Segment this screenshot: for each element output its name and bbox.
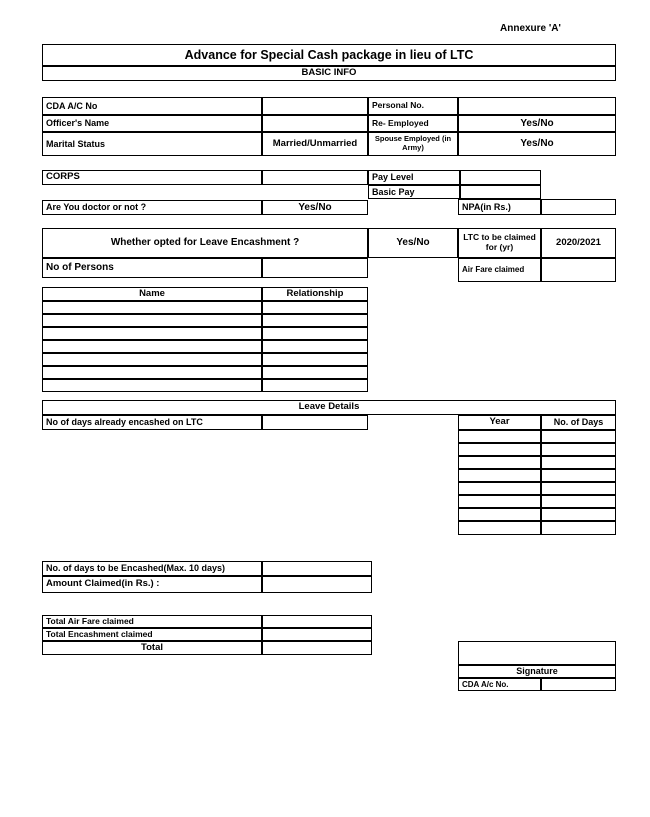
- year-cell[interactable]: [458, 508, 541, 521]
- npa-label: NPA(in Rs.): [458, 199, 541, 215]
- officer-name-label: Officer's Name: [42, 115, 262, 132]
- relationship-cell[interactable]: [262, 327, 368, 340]
- form-subtitle: BASIC INFO: [42, 66, 616, 81]
- signature-cda-ac-label: CDA A/c No.: [458, 678, 541, 691]
- leave-encashment-answer[interactable]: Yes/No: [368, 228, 458, 258]
- year-cell[interactable]: [458, 456, 541, 469]
- basic-pay-value-cell[interactable]: [460, 185, 541, 199]
- relationship-cell[interactable]: [262, 301, 368, 314]
- total-encashment-value-cell[interactable]: [262, 628, 372, 641]
- total-air-fare-label: Total Air Fare claimed: [42, 615, 262, 628]
- cda-ac-no-value-cell[interactable]: [262, 97, 368, 115]
- annexure-label: Annexure 'A': [500, 23, 561, 34]
- relationship-column-header: Relationship: [262, 287, 368, 301]
- leave-details-title: Leave Details: [42, 400, 616, 415]
- officer-name-value-cell[interactable]: [262, 115, 368, 132]
- doctor-question-label: Are You doctor or not ?: [42, 200, 262, 215]
- total-air-fare-value-cell[interactable]: [262, 615, 372, 628]
- year-cell[interactable]: [458, 482, 541, 495]
- air-fare-claimed-value-cell[interactable]: [541, 258, 616, 282]
- personal-no-value-cell[interactable]: [458, 97, 616, 115]
- name-column-header: Name: [42, 287, 262, 301]
- year-cell[interactable]: [458, 495, 541, 508]
- relationship-cell[interactable]: [262, 340, 368, 353]
- cda-ac-no-label: CDA A/C No: [42, 97, 262, 115]
- marital-status-label: Marital Status: [42, 132, 262, 156]
- ltc-year-value[interactable]: 2020/2021: [541, 228, 616, 258]
- name-cell[interactable]: [42, 314, 262, 327]
- year-column-header: Year: [458, 415, 541, 430]
- year-cell[interactable]: [458, 430, 541, 443]
- corps-label: CORPS: [42, 170, 262, 185]
- pay-level-label: Pay Level: [368, 170, 460, 185]
- ltc-year-label: LTC to be claimed for (yr): [458, 228, 541, 258]
- no-of-persons-label: No of Persons: [42, 258, 262, 278]
- relationship-cell[interactable]: [262, 379, 368, 392]
- name-cell[interactable]: [42, 301, 262, 314]
- amount-claimed-value-cell[interactable]: [262, 576, 372, 593]
- name-cell[interactable]: [42, 340, 262, 353]
- signature-cda-ac-value-cell[interactable]: [541, 678, 616, 691]
- re-employed-label: Re- Employed: [368, 115, 458, 132]
- days-cell[interactable]: [541, 430, 616, 443]
- corps-value-cell[interactable]: [262, 170, 368, 185]
- year-cell[interactable]: [458, 521, 541, 535]
- marital-status-value[interactable]: Married/Unmarried: [262, 132, 368, 156]
- days-cell[interactable]: [541, 495, 616, 508]
- days-cell[interactable]: [541, 443, 616, 456]
- relationship-cell[interactable]: [262, 314, 368, 327]
- basic-pay-label: Basic Pay: [368, 185, 460, 199]
- days-to-encash-value-cell[interactable]: [262, 561, 372, 576]
- days-cell[interactable]: [541, 469, 616, 482]
- year-cell[interactable]: [458, 443, 541, 456]
- days-cell[interactable]: [541, 456, 616, 469]
- days-column-header: No. of Days: [541, 415, 616, 430]
- form-title: Advance for Special Cash package in lieu of LTC: [42, 44, 616, 66]
- days-cell[interactable]: [541, 508, 616, 521]
- doctor-value[interactable]: Yes/No: [262, 200, 368, 215]
- relationship-cell[interactable]: [262, 353, 368, 366]
- no-of-persons-value-cell[interactable]: [262, 258, 368, 278]
- name-cell[interactable]: [42, 327, 262, 340]
- signature-box[interactable]: [458, 641, 616, 665]
- days-cell[interactable]: [541, 482, 616, 495]
- leave-encashment-question: Whether opted for Leave Encashment ?: [42, 228, 368, 258]
- days-cell[interactable]: [541, 521, 616, 535]
- amount-claimed-label: Amount Claimed(in Rs.) :: [42, 576, 262, 593]
- npa-value-cell[interactable]: [541, 199, 616, 215]
- name-cell[interactable]: [42, 379, 262, 392]
- pay-level-value-cell[interactable]: [460, 170, 541, 185]
- days-encashed-value-cell[interactable]: [262, 415, 368, 430]
- days-encashed-label: No of days already encashed on LTC: [42, 415, 262, 430]
- re-employed-value[interactable]: Yes/No: [458, 115, 616, 132]
- personal-no-label: Personal No.: [368, 97, 458, 115]
- name-cell[interactable]: [42, 353, 262, 366]
- air-fare-claimed-label: Air Fare claimed: [458, 258, 541, 282]
- name-cell[interactable]: [42, 366, 262, 379]
- total-label: Total: [42, 641, 262, 655]
- relationship-cell[interactable]: [262, 366, 368, 379]
- total-value-cell[interactable]: [262, 641, 372, 655]
- year-cell[interactable]: [458, 469, 541, 482]
- total-encashment-label: Total Encashment claimed: [42, 628, 262, 641]
- spouse-employed-value[interactable]: Yes/No: [458, 132, 616, 156]
- signature-label: Signature: [458, 665, 616, 678]
- days-to-encash-label: No. of days to be Encashed(Max. 10 days): [42, 561, 262, 576]
- spouse-employed-label: Spouse Employed (in Army): [368, 132, 458, 156]
